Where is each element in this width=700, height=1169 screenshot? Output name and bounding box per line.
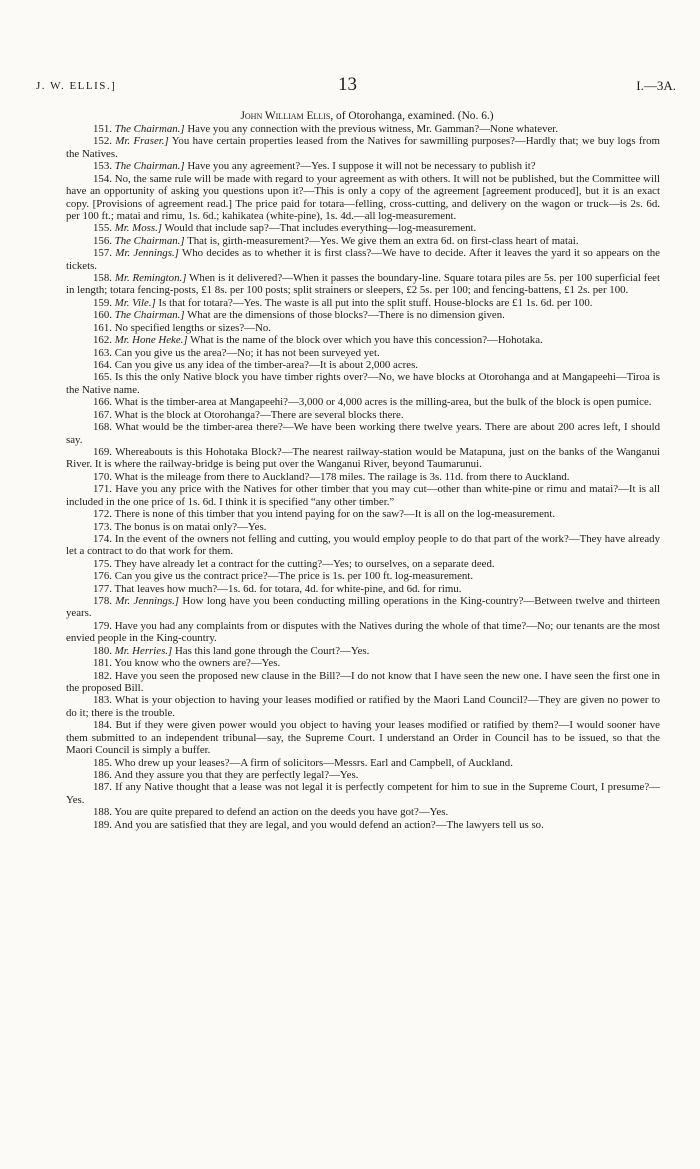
question-text: That leaves how much?—1s. 6d. for totara, 4d. for white-pine, and 6d. for rimu. xyxy=(114,582,462,595)
question-paragraph xyxy=(66,819,660,831)
question-paragraph xyxy=(66,135,660,160)
question-text: Have you seen the proposed new clause in the Bill?—I do not know that I have seen the new one. I have seen the first one in the proposed Bill. xyxy=(66,669,660,694)
question-paragraph xyxy=(66,670,660,695)
question-text: Would that include sap?—That includes everything—log-measurement. xyxy=(164,222,477,235)
question-list xyxy=(66,123,660,831)
question-text: Have you had any complaints from or disputes with the Natives during the whole of that time?—No; our tenants are the most envied people in the King-country. xyxy=(66,619,660,645)
question-paragraph xyxy=(66,483,660,508)
question-text: In the event of the owners not felling and cutting, you would employ people to do that part of the work?—They have already let a contract to do that work for them. xyxy=(66,532,660,558)
question-number: 167. xyxy=(93,408,112,421)
question-number: 154. xyxy=(93,172,112,185)
question-number: 164. xyxy=(93,359,112,372)
question-text: They have already let a contract for the cutting?—Yes; to ourselves, on a separate deed. xyxy=(114,557,495,570)
speaker-name: Mr. Jennings.] xyxy=(115,247,179,260)
question-text: Can you give us any idea of the timber-area?—It is about 2,000 acres. xyxy=(114,359,419,372)
question-number: 179. xyxy=(93,619,112,632)
question-number: 182. xyxy=(93,669,112,682)
question-number: 180. xyxy=(93,644,112,657)
question-number: 155. xyxy=(93,222,112,235)
question-paragraph xyxy=(66,247,660,272)
question-paragraph xyxy=(66,123,660,135)
speaker-name: The Chairman.] xyxy=(114,160,185,173)
question-paragraph xyxy=(66,359,660,371)
question-paragraph xyxy=(66,719,660,756)
question-number: 178. xyxy=(93,595,112,608)
question-text: That is, girth-measurement?—Yes. We give them an extra 6d. on first-class heart of matai. xyxy=(187,234,579,247)
question-number: 163. xyxy=(93,346,112,359)
question-text: What would be the timber-area there?—We have been working there twelve years. There are about 200 acres left, I should say. xyxy=(66,421,661,446)
question-text: The bonus is on matai only?—Yes. xyxy=(114,520,267,533)
question-number: 173. xyxy=(93,520,112,533)
question-paragraph xyxy=(66,806,660,818)
question-text: Can you give us the contract price?—The price is 1s. per 100 ft. log-measurement. xyxy=(114,570,474,583)
speaker-name: Mr. Moss.] xyxy=(114,222,163,235)
question-text: What is the timber-area at Mangapeehi?—3,000 or 4,000 acres is the milling-area, but the bulk of the block is open pumice. xyxy=(114,396,652,409)
question-text: Have you any connection with the previous witness, Mr. Gamman?—None whatever. xyxy=(187,123,559,135)
question-paragraph xyxy=(66,694,660,719)
question-number: 156. xyxy=(93,234,112,247)
question-number: 168. xyxy=(93,421,112,434)
question-text: When is it delivered?—When it passes the boundary-line. Square totara piles are 5s. per 100 superficial feet in length; totara fencing-posts, £1 8s. per 100 posts; split strainers or sleepers, £2 5s. per 100; and fencing-battens, £1 2s. per 100. xyxy=(66,272,661,297)
question-text: No specified lengths or sizes?—No. xyxy=(114,321,271,334)
question-paragraph xyxy=(66,347,660,359)
question-number: 160. xyxy=(93,309,112,322)
question-number: 183. xyxy=(93,694,112,707)
question-number: 171. xyxy=(93,483,112,496)
question-number: 166. xyxy=(93,396,112,409)
question-text: How long have you been conducting milling operations in the King-country?—Between twelve and thirteen years. xyxy=(66,595,660,620)
speaker-name: Mr. Herries.] xyxy=(114,644,173,657)
question-paragraph xyxy=(66,421,660,446)
question-number: 186. xyxy=(93,768,112,781)
running-head-right: I.—3A. xyxy=(636,78,676,93)
question-paragraph xyxy=(66,595,660,620)
question-paragraph xyxy=(66,396,660,408)
question-text: Can you give us the area?—No; it has not been surveyed yet. xyxy=(114,346,380,359)
question-text: Have you any agreement?—Yes. I suppose it will not be necessary to publish it? xyxy=(187,160,536,173)
question-text: Have you any price with the Natives for other timber that you may cut—other than white-pine or rimu and matai?—It is all included in the one price of 1s. 6d. I think it is specified “any other timber.” xyxy=(66,483,660,508)
question-text: No, the same rule will be made with regard to your agreement as with others. It will not be published, but the Committee will have an opportunity of asking you questions upon it?—This is only a copy of the agreement [agreement produced], but it is an exact copy. [Provisions of agreement read.] The price paid for totara—felling, cross-cutting, and delivery on the wagon or truck—is 2s. 6d. per 100 ft.; matai and rimu, 1s. 6d.; kahikatea (white-pine), 1s. 4d.—all log-measurement. xyxy=(66,172,660,222)
question-number: 162. xyxy=(93,334,112,347)
question-text: You are quite prepared to defend an action on the deeds you have got?—Yes. xyxy=(114,806,449,819)
question-number: 185. xyxy=(93,756,112,769)
question-text: What is your objection to having your leases modified or ratified by the Maori Land Council?—They are given no power to do it; there is the trouble. xyxy=(66,694,660,719)
question-number: 151. xyxy=(93,123,112,135)
question-paragraph xyxy=(66,272,660,297)
question-paragraph xyxy=(66,757,660,769)
question-text: Has this land gone through the Court?—Yes. xyxy=(174,644,370,657)
question-paragraph xyxy=(66,620,660,645)
question-paragraph xyxy=(66,471,660,483)
question-number: 175. xyxy=(93,557,112,570)
question-number: 181. xyxy=(93,657,112,670)
question-number: 189. xyxy=(93,818,112,831)
question-paragraph xyxy=(66,645,660,657)
question-text: Who decides as to whether it is first class?—We have to decide. After it leaves the yard it so appears on the tickets. xyxy=(66,247,660,272)
question-paragraph xyxy=(66,769,660,781)
question-paragraph xyxy=(66,409,660,421)
speaker-name: Mr. Hone Heke.] xyxy=(114,334,188,347)
question-text: Is this the only Native block you have timber rights over?—No, we have blocks at Otorohanga and at Mangapeehi—Tiroa is the Native name. xyxy=(66,371,660,396)
question-paragraph xyxy=(66,583,660,595)
question-text: Is that for totara?—Yes. The waste is all put into the split stuff. House-blocks are £1 1s. 6d. per 100. xyxy=(158,296,593,309)
question-number: 165. xyxy=(93,371,112,384)
running-head-left: J. W. ELLIS.] xyxy=(36,80,117,92)
question-paragraph xyxy=(66,173,660,223)
question-paragraph xyxy=(66,558,660,570)
question-paragraph xyxy=(66,570,660,582)
witness-heading xyxy=(74,109,660,123)
speaker-name: Mr. Remington.] xyxy=(114,272,187,285)
question-paragraph xyxy=(66,371,660,396)
question-paragraph xyxy=(66,322,660,334)
speaker-name: The Chairman.] xyxy=(114,309,185,322)
speaker-name: The Chairman.] xyxy=(114,234,185,247)
question-text: What is the mileage from there to Auckland?—178 miles. The railage is 3s. 11d. from there to Auckland. xyxy=(114,470,570,483)
question-text: What is the name of the block over which you have this concession?—Hohotaka. xyxy=(190,334,543,347)
question-paragraph xyxy=(66,334,660,346)
question-number: 159. xyxy=(93,296,112,309)
question-text: You know who the owners are?—Yes. xyxy=(114,657,281,670)
question-text: There is none of this timber that you intend paying for on the saw?—It is all on the log-measurement. xyxy=(114,508,556,521)
question-number: 161. xyxy=(93,321,112,334)
speaker-name: Mr. Fraser.] xyxy=(115,135,169,148)
question-number: 176. xyxy=(93,570,112,583)
question-number: 152. xyxy=(93,135,112,148)
speaker-name: Mr. Jennings.] xyxy=(115,595,179,608)
question-number: 170. xyxy=(93,470,112,483)
question-paragraph xyxy=(66,657,660,669)
question-text: And you are satisfied that they are legal, and you would defend an action?—The lawyers tell us so. xyxy=(114,818,544,831)
question-paragraph xyxy=(66,508,660,520)
question-number: 188. xyxy=(93,806,112,819)
question-paragraph xyxy=(66,781,660,806)
question-text: But if they were given power would you object to having your leases modified or ratified by them?—I would sooner have them submitted to an independent tribunal—say, the Supreme Court. I understand an Order in Council has to be issued, so that the Maori Council is simply a buffer. xyxy=(66,719,660,757)
question-text: Whereabouts is this Hohotaka Block?—The nearest railway-station would be Matapuna, just on the banks of the Wanganui River. It is where the railway-bridge is being put over the Wanganui River, beyond Taumarunui. xyxy=(66,445,661,471)
question-paragraph xyxy=(66,533,660,558)
question-paragraph xyxy=(66,222,660,234)
question-number: 184. xyxy=(93,719,112,732)
speaker-name: Mr. Vile.] xyxy=(114,296,156,309)
question-number: 172. xyxy=(93,508,112,521)
question-paragraph xyxy=(66,297,660,309)
question-text: What are the dimensions of those blocks?—There is no dimension given. xyxy=(187,309,505,322)
evidence-body xyxy=(66,109,660,831)
question-paragraph xyxy=(66,160,660,172)
question-number: 177. xyxy=(93,582,112,595)
question-number: 157. xyxy=(93,247,112,260)
question-number: 187. xyxy=(93,781,112,794)
question-number: 174. xyxy=(93,532,112,545)
question-paragraph xyxy=(66,235,660,247)
speaker-name: The Chairman.] xyxy=(114,123,185,135)
witness-heading-rest: , of Otorohanga, examined. (No. 6.) xyxy=(330,110,494,122)
page-number: 13 xyxy=(338,74,357,95)
question-text: What is the block at Otorohanga?—There are several blocks there. xyxy=(114,408,404,421)
question-number: 153. xyxy=(93,160,112,173)
question-paragraph xyxy=(66,521,660,533)
question-text: You have certain properties leased from the Natives for sawmilling purposes?—Hardly that; we buy logs from the Natives. xyxy=(66,135,660,160)
question-paragraph xyxy=(66,446,660,471)
question-number: 169. xyxy=(93,445,112,458)
question-text: And they assure you that they are perfectly legal?—Yes. xyxy=(114,768,359,781)
question-paragraph xyxy=(66,309,660,321)
witness-name: John William Ellis xyxy=(240,110,331,122)
question-number: 158. xyxy=(93,272,112,285)
question-text: If any Native thought that a lease was not legal it is perfectly competent for him to sue in the Supreme Court, I presume?—Yes. xyxy=(66,781,660,806)
question-text: Who drew up your leases?—A firm of solicitors—Messrs. Earl and Campbell, of Auckland. xyxy=(114,756,513,769)
